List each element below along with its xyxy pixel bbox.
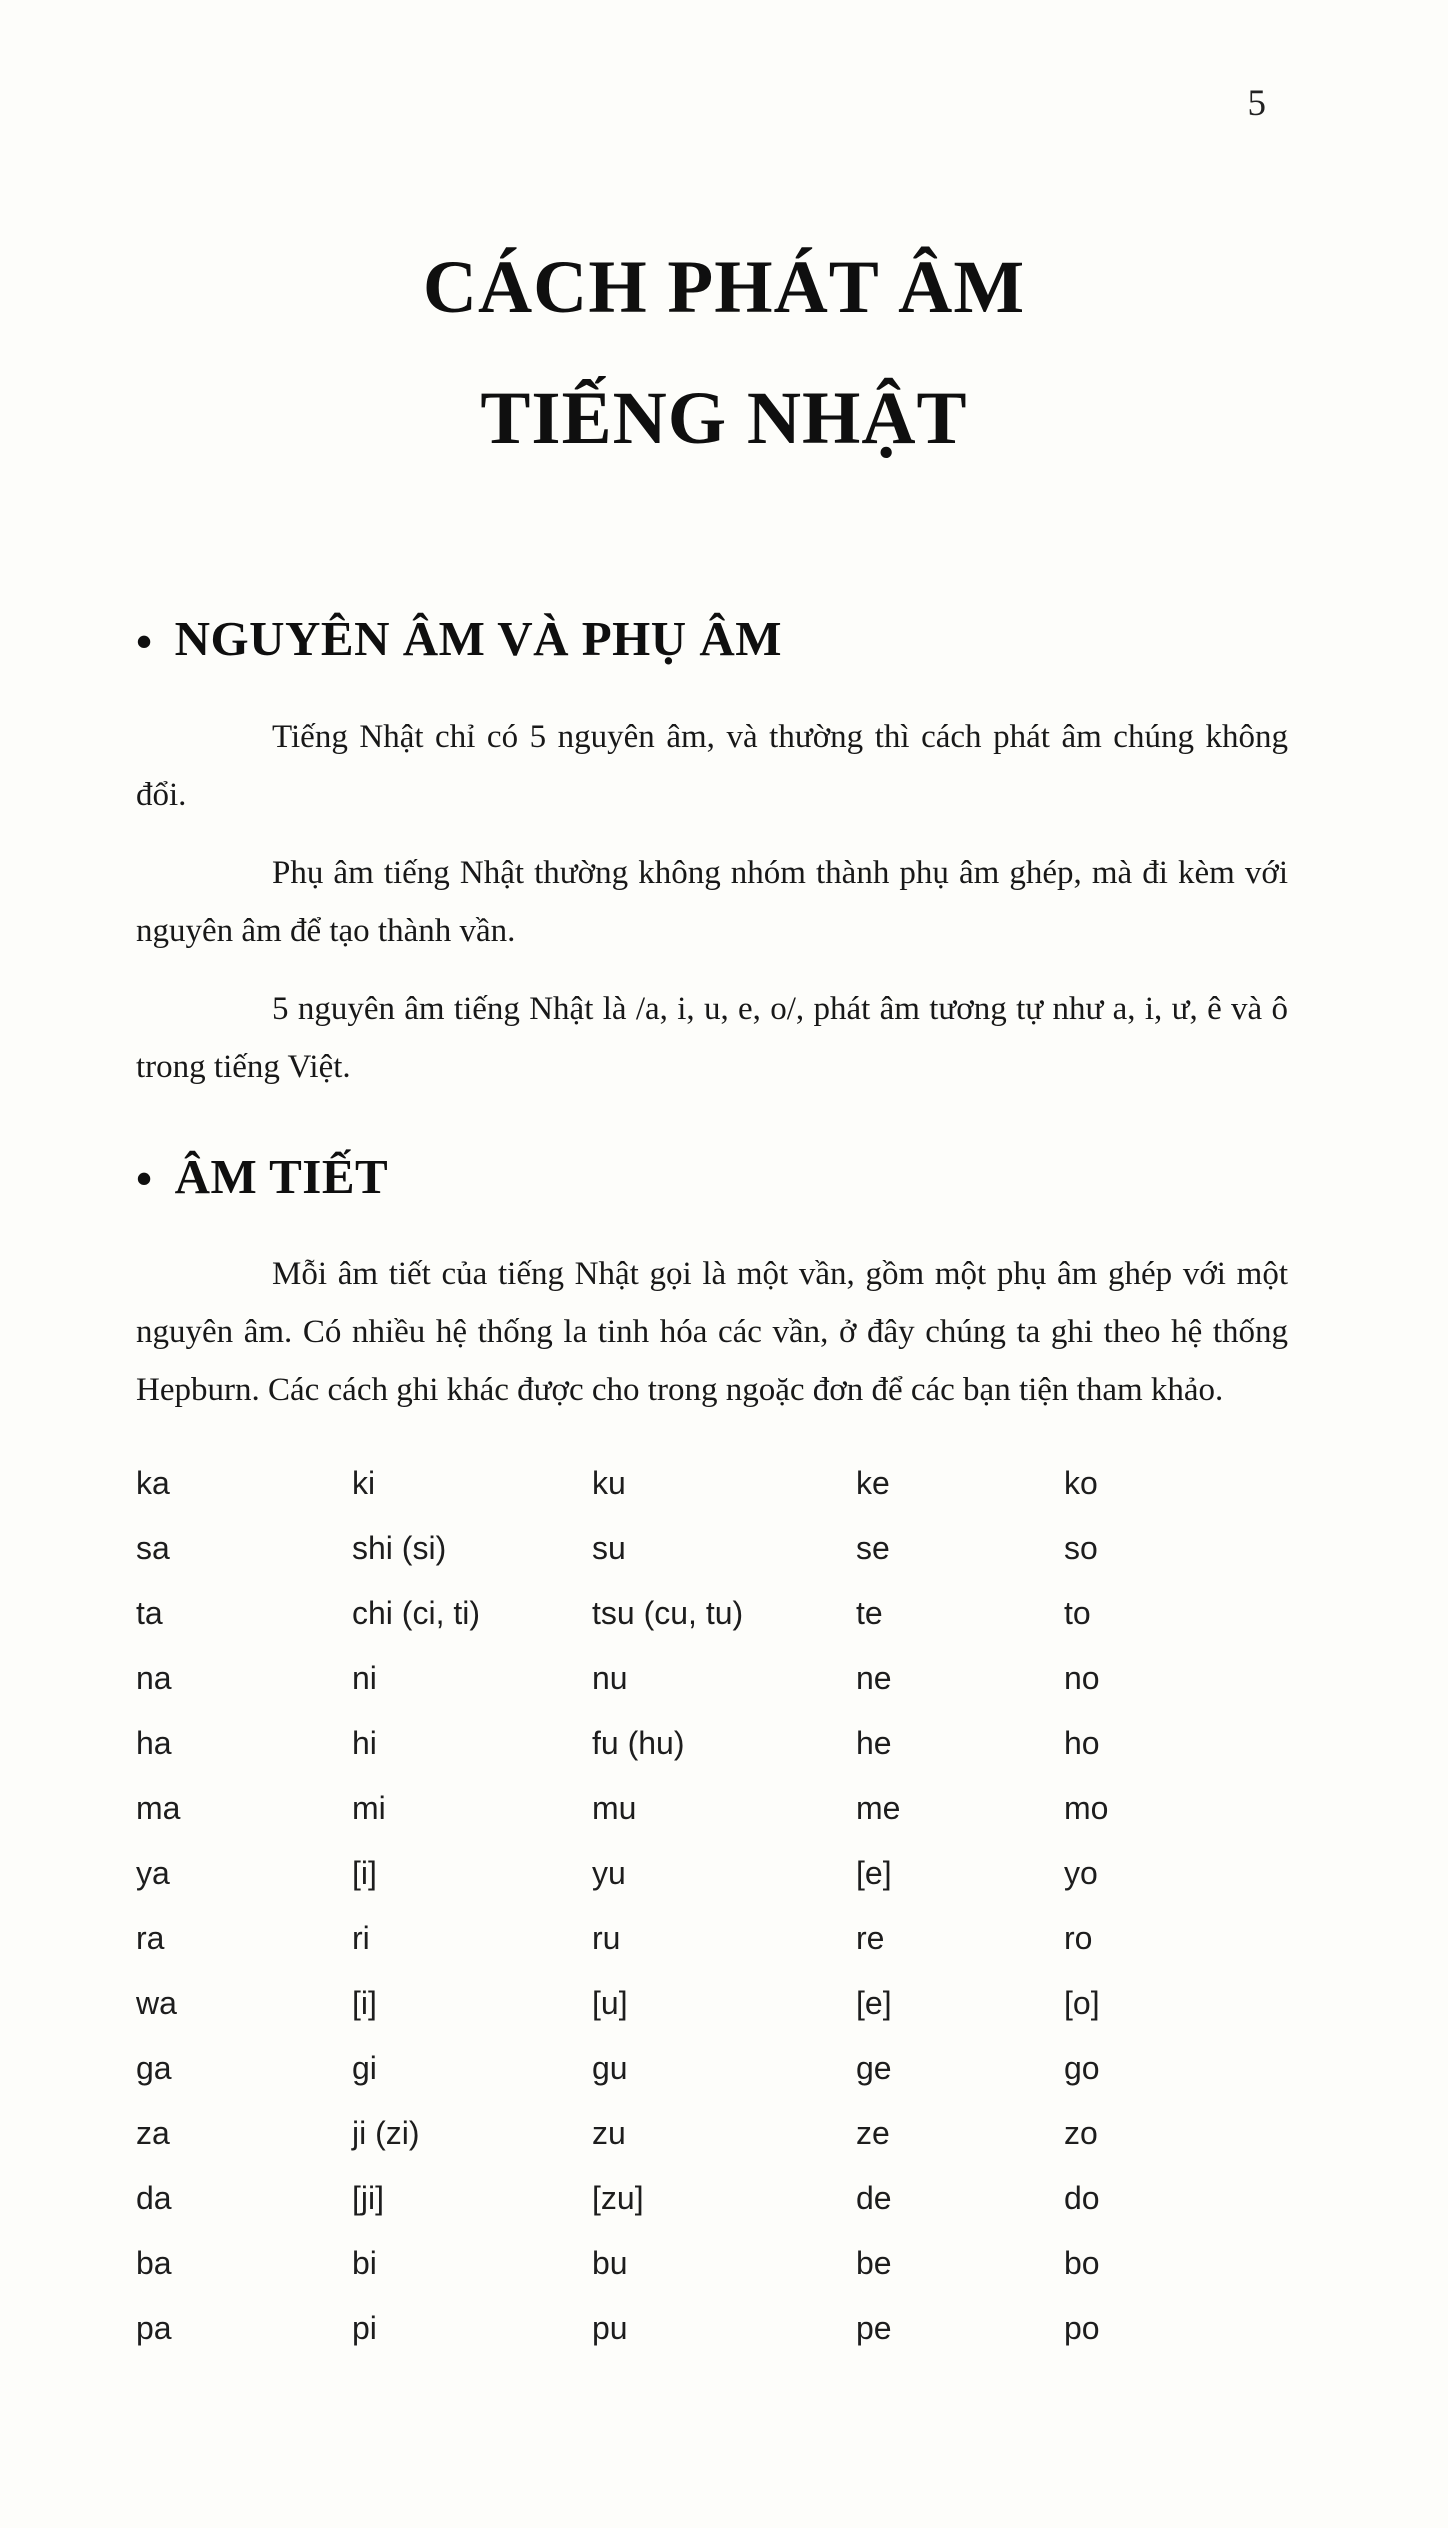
syllable-cell: ha	[136, 1725, 172, 1762]
table-row	[136, 2101, 1288, 2166]
syllable-table	[136, 1451, 1288, 2361]
syllable-cell: ga	[136, 2050, 172, 2087]
syllable-cell: ri	[352, 1920, 370, 1957]
syllable-cell: bo	[1064, 2245, 1100, 2282]
syllable-cell: re	[856, 1920, 885, 1957]
page-content	[0, 610, 1448, 2361]
syllable-cell: nu	[592, 1660, 628, 1697]
table-row	[136, 1841, 1288, 1906]
syllable-cell: ko	[1064, 1465, 1098, 1502]
syllable-cell: [i]	[352, 1985, 377, 2022]
table-row	[136, 1776, 1288, 1841]
syllable-cell: pu	[592, 2310, 628, 2347]
syllable-cell: ji (zi)	[352, 2115, 420, 2152]
paragraph: Tiếng Nhật chỉ có 5 nguyên âm, và thường thì cách phát âm chúng không đổi.	[136, 718, 1288, 813]
syllable-cell: ge	[856, 2050, 892, 2087]
syllable-cell: pi	[352, 2310, 377, 2347]
syllable-cell: fu (hu)	[592, 1725, 685, 1762]
title-line-2: TIẾNG NHẬT	[480, 377, 968, 460]
table-row	[136, 1646, 1288, 1711]
syllable-cell: chi (ci, ti)	[352, 1595, 480, 1632]
syllable-cell: gi	[352, 2050, 377, 2087]
syllable-cell: de	[856, 2180, 892, 2217]
syllable-cell: te	[856, 1595, 883, 1632]
syllable-cell: shi (si)	[352, 1530, 447, 1567]
syllable-cell: bi	[352, 2245, 377, 2282]
syllable-cell: pe	[856, 2310, 892, 2347]
syllable-cell: mi	[352, 1790, 386, 1827]
syllable-cell: yo	[1064, 1855, 1098, 1892]
table-row	[136, 1711, 1288, 1776]
syllable-cell: be	[856, 2245, 892, 2282]
page-number: 5	[1247, 83, 1266, 124]
syllable-cell: ru	[592, 1920, 621, 1957]
paragraph: Phụ âm tiếng Nhật thường không nhóm thành phụ âm ghép, mà đi kèm với nguyên âm để tạo thành vần.	[136, 854, 1288, 949]
syllable-cell: ku	[592, 1465, 626, 1502]
syllable-cell: ni	[352, 1660, 377, 1697]
syllable-cell: ke	[856, 1465, 890, 1502]
syllable-cell: mo	[1064, 1790, 1109, 1827]
syllable-cell: [i]	[352, 1855, 377, 1892]
syllable-cell: wa	[136, 1985, 177, 2022]
syllable-cell: hi	[352, 1725, 377, 1762]
syllable-cell: ne	[856, 1660, 892, 1697]
syllable-cell: ho	[1064, 1725, 1100, 1762]
syllable-cell: po	[1064, 2310, 1100, 2347]
syllable-cell: yu	[592, 1855, 626, 1892]
section-heading	[136, 1148, 1288, 1205]
table-row	[136, 1581, 1288, 1646]
section-heading	[136, 610, 1288, 667]
syllable-cell: no	[1064, 1660, 1100, 1697]
syllable-cell: [ji]	[352, 2180, 384, 2217]
syllable-cell: ka	[136, 1465, 170, 1502]
syllable-cell: se	[856, 1530, 890, 1567]
table-row	[136, 2231, 1288, 2296]
syllable-cell: [o]	[1064, 1985, 1100, 2022]
syllable-cell: su	[592, 1530, 626, 1567]
paragraph: Mỗi âm tiết của tiếng Nhật gọi là một vần, gồm một phụ âm ghép với một nguyên âm. Có nhiều hệ thống la tinh hóa các vần, ở đây chúng ta ghi theo hệ thống Hepburn. Các cách ghi khác được cho trong ngoặc đơn để các bạn tiện tham khảo.	[136, 1256, 1288, 1409]
syllable-cell: go	[1064, 2050, 1100, 2087]
table-row	[136, 1906, 1288, 1971]
syllable-cell: mu	[592, 1790, 637, 1827]
section-heading-text: NGUYÊN ÂM VÀ PHỤ ÂM	[174, 611, 783, 666]
bullet-dot-icon: •	[136, 615, 153, 667]
syllable-cell: ya	[136, 1855, 170, 1892]
syllable-cell: gu	[592, 2050, 628, 2087]
table-row	[136, 1516, 1288, 1581]
section-nguyen-am-va-phu-am	[136, 610, 1288, 1096]
syllable-cell: [e]	[856, 1855, 892, 1892]
syllable-cell: so	[1064, 1530, 1098, 1567]
syllable-cell: [zu]	[592, 2180, 644, 2217]
paragraph: 5 nguyên âm tiếng Nhật là /a, i, u, e, o/, phát âm tương tự như a, i, ư, ê và ô trong tiếng Việt.	[136, 990, 1288, 1085]
syllable-cell: ta	[136, 1595, 163, 1632]
syllable-cell: zu	[592, 2115, 626, 2152]
syllable-cell: he	[856, 1725, 892, 1762]
syllable-cell: sa	[136, 1530, 170, 1567]
syllable-cell: ra	[136, 1920, 165, 1957]
syllable-cell: do	[1064, 2180, 1100, 2217]
syllable-cell: me	[856, 1790, 901, 1827]
table-row	[136, 1451, 1288, 1516]
syllable-cell: ma	[136, 1790, 181, 1827]
section-am-tiet	[136, 1148, 1288, 1420]
section-heading-text: ÂM TIẾT	[174, 1148, 389, 1204]
syllable-cell: tsu (cu, tu)	[592, 1595, 744, 1632]
syllable-cell: ro	[1064, 1920, 1093, 1957]
bullet-dot-icon: •	[136, 1153, 153, 1205]
syllable-cell: za	[136, 2115, 170, 2152]
syllable-cell: na	[136, 1660, 172, 1697]
syllable-cell: [e]	[856, 1985, 892, 2022]
syllable-cell: da	[136, 2180, 172, 2217]
syllable-cell: pa	[136, 2310, 172, 2347]
table-row	[136, 2166, 1288, 2231]
table-row	[136, 2296, 1288, 2361]
syllable-cell: ze	[856, 2115, 890, 2152]
syllable-cell: zo	[1064, 2115, 1098, 2152]
syllable-cell: bu	[592, 2245, 628, 2282]
table-row	[136, 2036, 1288, 2101]
syllable-cell: ki	[352, 1465, 376, 1502]
syllable-cell: ba	[136, 2245, 172, 2282]
syllable-cell: [u]	[592, 1985, 628, 2022]
chapter-title	[0, 0, 1448, 484]
title-line-1: CÁCH PHÁT ÂM	[422, 246, 1026, 329]
table-row	[136, 1971, 1288, 2036]
syllable-cell: to	[1064, 1595, 1091, 1632]
